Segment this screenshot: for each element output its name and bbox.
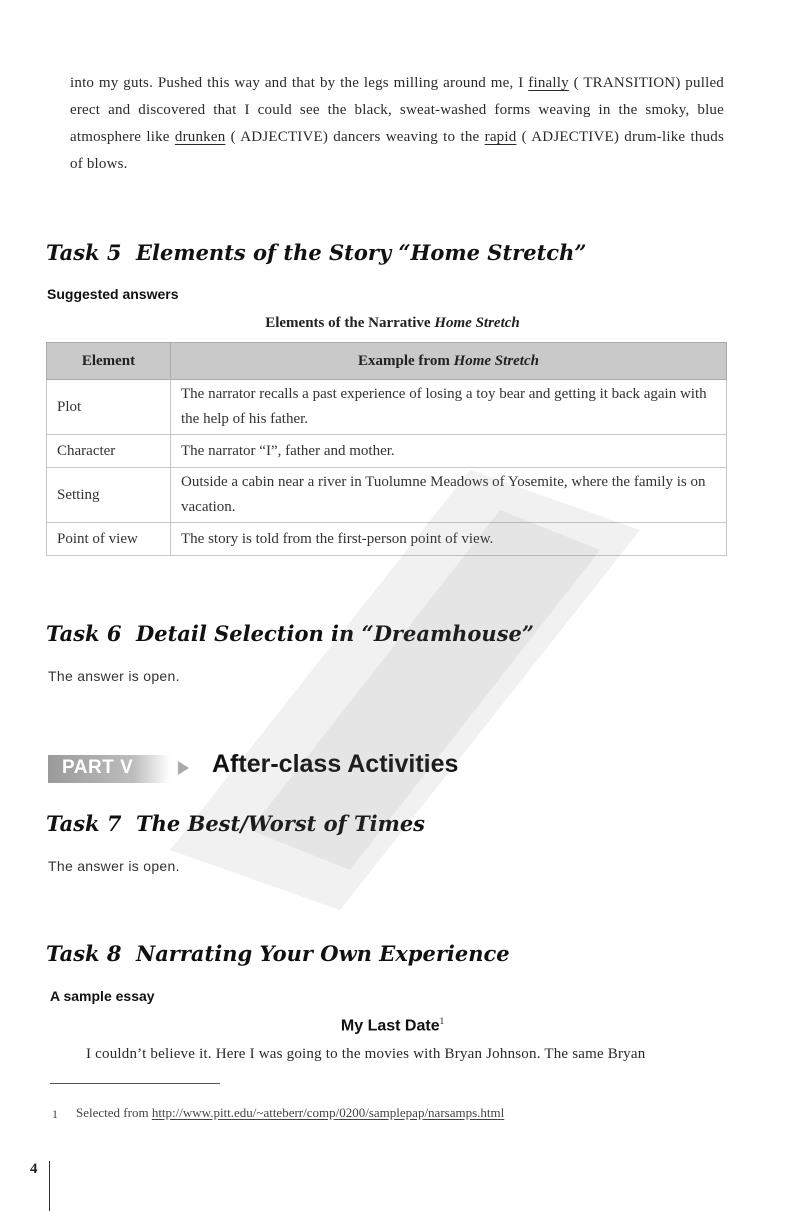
task6-answer: The answer is open. — [48, 668, 180, 684]
table-row — [47, 435, 727, 468]
row-element: Point of view — [47, 523, 171, 556]
footnote-url[interactable]: http://www.pitt.edu/~atteberr/comp/0200/samplepap/narsamps.html — [151, 1105, 505, 1120]
row-example: The narrator “I”, father and mother. — [171, 435, 727, 468]
task8-title: Narrating Your Own Experience — [136, 941, 510, 966]
row-element: Setting — [47, 468, 171, 523]
arrow-right-icon — [178, 761, 189, 775]
footnote-text — [76, 1105, 504, 1121]
intro-text-2: ( TRANSITION) pulled erect and discovered that I could see the black, sweat-washed forms weaving in the smoky, blue atmosphere like — [70, 75, 724, 145]
row-example: The story is told from the first-person point of view. — [171, 523, 727, 556]
task7-heading — [46, 811, 425, 836]
footnote-prefix: Selected from — [76, 1105, 152, 1120]
part-label: PART V — [62, 757, 134, 778]
row-example: The narrator recalls a past experience of losing a toy bear and getting it back again with the help of his father. — [171, 380, 727, 435]
task8-heading — [46, 941, 510, 966]
caption-title: Home Stretch — [434, 315, 520, 331]
word-rapid: rapid — [484, 129, 517, 145]
row-example: Outside a cabin near a river in Tuolumne Meadows of Yosemite, where the family is on vacation. — [171, 468, 727, 523]
page-number-rule — [49, 1161, 50, 1211]
task6-number: Task 6 — [46, 621, 122, 646]
table-caption — [0, 315, 785, 332]
intro-text-1: into my guts. Pushed this way and that by the legs milling around me, I — [70, 75, 529, 91]
header-example — [171, 343, 727, 380]
essay-first-line: I couldn’t believe it. Here I was going to the movies with Bryan Johnson. The same Bryan — [86, 1046, 646, 1062]
table-header-row — [47, 343, 727, 380]
table-row — [47, 380, 727, 435]
task7-title: The Best/Worst of Times — [136, 811, 426, 836]
task8-subheading: A sample essay — [50, 988, 155, 1004]
essay-title — [0, 1016, 785, 1035]
part-title: After-class Activities — [212, 750, 459, 778]
header-element: Element — [47, 343, 171, 380]
task5-title: Elements of the Story “Home Stretch” — [136, 240, 587, 265]
task7-number: Task 7 — [46, 811, 122, 836]
footnote-divider — [50, 1083, 220, 1084]
intro-text-3: ( ADJECTIVE) dancers weaving to the — [225, 129, 485, 145]
caption-prefix: Elements of the Narrative — [265, 315, 435, 331]
task5-number: Task 5 — [46, 240, 122, 265]
task8-number: Task 8 — [46, 941, 122, 966]
intro-text-4: ( ADJECTIVE) drum-like thuds of blows. — [70, 129, 724, 172]
essay-footnote-ref: 1 — [439, 1016, 445, 1026]
task6-heading — [46, 621, 534, 646]
header-example-title: Home Stretch — [453, 352, 539, 369]
page-number: 4 — [30, 1161, 38, 1177]
essay-title-text: My Last Date — [340, 1017, 440, 1035]
row-element: Character — [47, 435, 171, 468]
elements-table — [46, 342, 727, 556]
task6-title: Detail Selection in “Dreamhouse” — [136, 621, 534, 646]
task5-heading — [46, 240, 586, 265]
table-row — [47, 468, 727, 523]
header-example-prefix: Example from — [358, 352, 454, 369]
task7-answer: The answer is open. — [48, 858, 180, 874]
word-finally: finally — [528, 75, 569, 91]
word-drunken: drunken — [174, 129, 226, 145]
table-row — [47, 523, 727, 556]
task5-subheading: Suggested answers — [47, 286, 179, 302]
row-element: Plot — [47, 380, 171, 435]
intro-paragraph — [70, 70, 724, 178]
footnote-number: 1 — [52, 1107, 58, 1121]
